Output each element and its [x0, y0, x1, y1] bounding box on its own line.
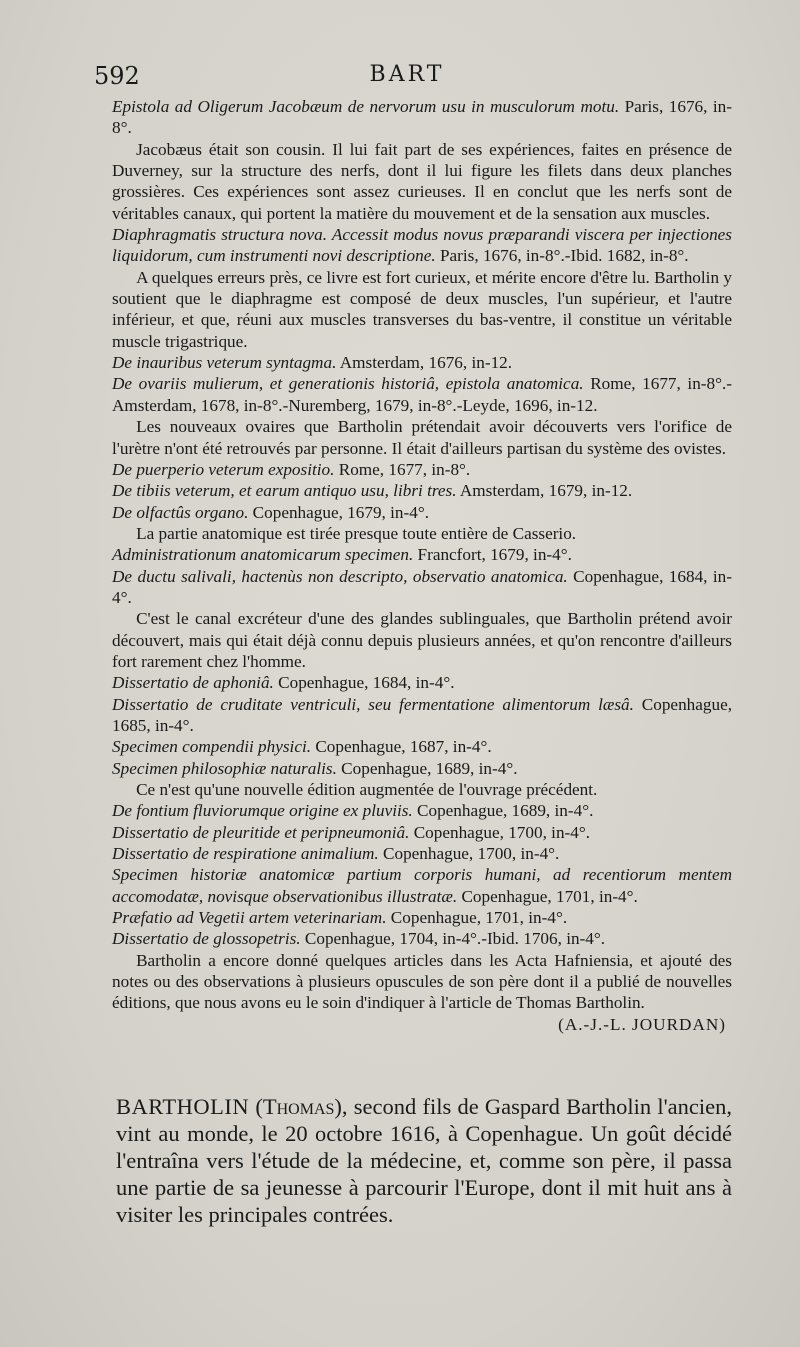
entry-imprint: Copenhague, 1700, in-4°. [378, 844, 560, 864]
entry-imprint: Copenhague, 1701, in-4°. [386, 908, 568, 928]
commentary-text: C'est le canal excréteur d'une des glandes sublinguales, que Bartholin prétend avoir découvert, mais qui était déjà connu depuis plusieurs années, et qu'on rencontre d'ailleurs fort rarement chez l'homme. [112, 609, 732, 671]
commentary-text: Bartholin a encore donné quelques articles dans les Acta Hafniensia, et ajouté des notes ou des observations à plusieurs opuscules de son père dont il a publié de nouvelles éditions, que nous avons eu le soin d'indiquer à l'article de Thomas Bartholin. [112, 950, 732, 1013]
article-bartholin-thomas [116, 1094, 732, 1229]
entry-title: De inauribus veterum syntagma. [112, 353, 337, 373]
entry-title: Specimen philosophiæ naturalis. [112, 758, 337, 778]
entry-imprint: Copenhague, 1687, in-4°. [311, 737, 492, 757]
entry-imprint: Copenhague, 1685, in-4°. [112, 694, 732, 735]
bibliography-entry [112, 736, 732, 757]
commentary-paragraph [112, 950, 732, 1035]
commentary-paragraph [112, 139, 732, 224]
entry-title: De fontium fluviorumque origine ex pluviis. [112, 801, 413, 821]
bibliography-entry [112, 224, 732, 267]
bibliography-entry [112, 758, 732, 779]
bibliography-entry [112, 864, 732, 907]
bibliography-entry [112, 566, 732, 609]
article-headword: BARTHOLIN [116, 1094, 250, 1119]
bibliography-entry [112, 480, 732, 501]
entry-imprint: Copenhague, 1679, in-4°. [248, 502, 430, 522]
article-given-name: (Thomas) [255, 1094, 342, 1119]
entry-title: Administrationum anatomicarum specimen. [112, 545, 414, 565]
bibliography-entry [112, 843, 732, 864]
commentary-text: A quelques erreurs près, ce livre est fort curieux, et mérite encore d'être lu. Bartholin y soutient que le diaphragme est composé de deux muscles, l'un supérieur, et l'autre inférieur, et que, réuni aux muscles transverses du bas-ventre, il constitue un véritable muscle trigastrique. [112, 267, 732, 351]
bibliography-entry [112, 928, 732, 949]
entry-imprint: Copenhague, 1684, in-4°. [112, 566, 732, 607]
entry-imprint: Rome, 1677, in-8°.-Amsterdam, 1678, in-8°.-Nuremberg, 1679, in-8°.-Leyde, 1696, in-12. [112, 374, 733, 415]
entry-title: Præfatio ad Vegetii artem veterinariam. [112, 908, 387, 928]
entry-title: De ductu salivali, hactenùs non descripto, observatio anatomica. [112, 566, 568, 586]
entry-title: Dissertatio de pleuritide et peripneumoniâ. [112, 822, 410, 842]
commentary-paragraph [112, 779, 732, 800]
entry-title: Diaphragmatis structura nova. Accessit modus novus præparandi viscera per injectiones liquidorum, cum instrumenti novi descriptione. [112, 225, 732, 266]
entry-title: De puerperio veterum expositio. [112, 459, 335, 479]
bibliography-entry [112, 800, 732, 821]
commentary-text: Les nouveaux ovaires que Bartholin prétendait avoir découverts vers l'orifice de l'urètre n'ont été retrouvés par personne. Il était d'ailleurs partisan du système des ovistes. [112, 417, 732, 458]
entry-title: Dissertatio de cruditate ventriculi, seu fermentatione alimentorum læsâ. [112, 694, 634, 714]
entry-title: De ovariis mulierum, et generationis historiâ, epistola anatomica. [112, 374, 584, 394]
bibliography-entry [112, 672, 732, 693]
entry-imprint: Rome, 1677, in-8°. [334, 459, 471, 479]
entry-imprint: Francfort, 1679, in-4°. [413, 545, 572, 565]
bibliography-entry [112, 822, 732, 843]
page-header [94, 62, 720, 90]
page-number: 592 [94, 62, 140, 90]
bibliography-entry [112, 502, 732, 523]
entry-imprint: Amsterdam, 1679, in-12. [456, 481, 633, 501]
bibliography-entry [112, 544, 732, 565]
entry-imprint: Amsterdam, 1676, in-12. [336, 353, 513, 373]
bibliography-entry [112, 459, 732, 480]
entry-title: Epistola ad Oligerum Jacobæum de nervorum usu in musculorum motu. [112, 97, 620, 116]
bibliography-entry [112, 373, 732, 416]
commentary-text: Jacobæus était son cousin. Il lui fait part de ses expériences, faites en présence de Duverney, sur la structure des nerfs, dont il lui figure les filets dans deux planches grossières. Ces expériences sont assez curieuses. Il en conclut que les nerfs sont de véritables canaux, qui portent la matière du mouvement et de la sensation aux muscles. [112, 139, 732, 223]
commentary-paragraph [112, 267, 732, 352]
commentary-paragraph [112, 608, 732, 672]
entry-title: Specimen historiæ anatomicæ partium corporis humani, ad recentiorum mentem accomodatæ, novisque observationibus illustratæ. [112, 865, 732, 906]
commentary-text: La partie anatomique est tirée presque toute entière de Casserio. [136, 523, 577, 543]
bibliography-entry [112, 352, 732, 373]
entry-imprint: Copenhague, 1704, in-4°.-Ibid. 1706, in-4°. [300, 929, 606, 949]
entry-title: Dissertatio de respiratione animalium. [112, 844, 379, 864]
entry-title: De tibiis veterum, et earum antiquo usu, libri tres. [112, 481, 457, 501]
bibliography-entry [112, 694, 732, 737]
entry-title: Specimen compendii physici. [112, 737, 312, 757]
entry-imprint: Copenhague, 1689, in-4°. [412, 801, 594, 821]
entry-imprint: Copenhague, 1701, in-4°. [457, 886, 638, 906]
commentary-paragraph [112, 523, 732, 544]
entry-title: De olfactûs organo. [112, 502, 249, 522]
entry-imprint: Paris, 1676, in-8°.-Ibid. 1682, in-8°. [435, 246, 689, 266]
bibliography-entry [112, 907, 732, 928]
entry-imprint: Paris, 1676, in-8°. [112, 97, 732, 138]
bibliography-entry [112, 96, 732, 139]
commentary-paragraph [112, 416, 732, 459]
entry-imprint: Copenhague, 1689, in-4°. [336, 758, 518, 778]
entry-title: Dissertatio de aphoniâ. [112, 673, 274, 693]
running-head: BART [369, 62, 445, 87]
entry-imprint: Copenhague, 1684, in-4°. [273, 673, 455, 693]
article-text: , second fils de Gaspard Bartholin l'ancien, vint au monde, le 20 octobre 1616, à Copenhague. Un goût décidé l'entraîna vers l'étude de la médecine, et, comme son père, il passa une partie de sa jeunesse à parcourir l'Europe, dont il mit huit ans à visiter les principales contrées. [116, 1094, 732, 1227]
entry-title: Dissertatio de glossopetris. [112, 929, 301, 949]
commentary-text: Ce n'est qu'une nouvelle édition augmentée de l'ouvrage précédent. [136, 780, 598, 799]
author-signature: (A.-J.-L. JOURDAN) [558, 1014, 726, 1034]
bibliography-text [112, 96, 732, 1035]
entry-imprint: Copenhague, 1700, in-4°. [409, 822, 591, 842]
